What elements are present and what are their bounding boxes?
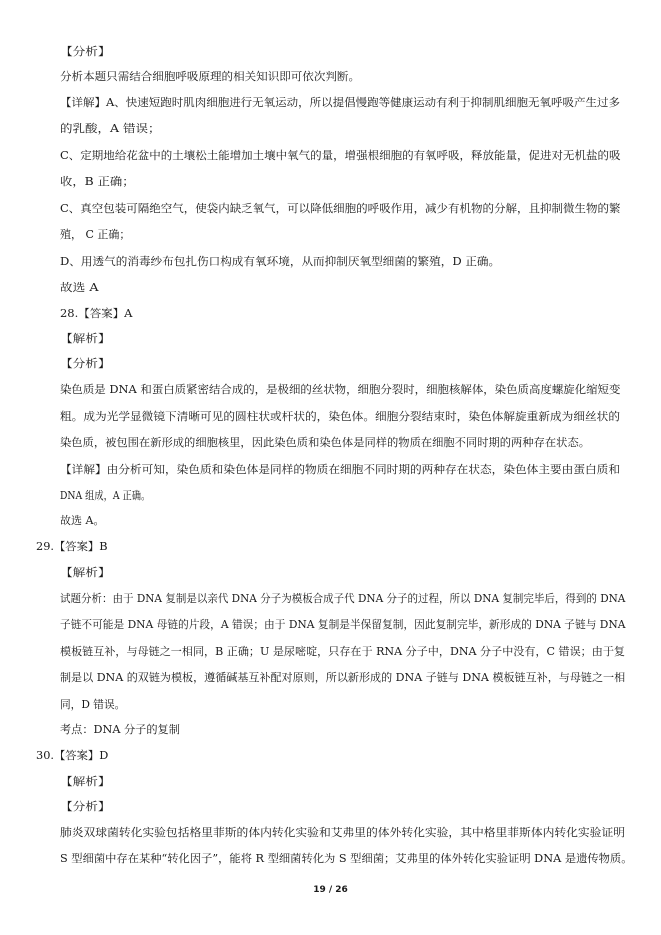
paragraph-line: 粗。成为光学显微镜下清晰可见的圆柱状或杆状的，染色体。细胞分裂结束时，染色体解旋重新成为细丝状的 — [60, 410, 620, 423]
paragraph-line: 收，B 正确； — [60, 175, 135, 188]
paragraph-line: 分析本题只需结合细胞呼吸原理的相关知识即可依次判断。 — [60, 70, 360, 83]
paragraph-line: 考点：DNA 分子的复制 — [60, 723, 180, 736]
paragraph-line: 同，D 错误。 — [60, 698, 126, 711]
answer-heading-28: 28.【答案】A — [60, 307, 133, 320]
section-heading-analysis: 【分析】 — [60, 357, 111, 370]
paragraph-line: DNA 组成，A 正确。 — [60, 489, 151, 502]
paragraph-line: 的乳酸，A 错误； — [60, 122, 161, 135]
answer-heading-29: 29.【答案】B — [36, 540, 108, 553]
section-heading-explanation: 【解析】 — [60, 566, 111, 579]
section-heading-explanation: 【解析】 — [60, 775, 111, 788]
paragraph-line: 染色质，被包围在新形成的细胞核里，因此染色质和染色体是同样的物质在细胞不同时期的两种存在状态。 — [60, 436, 590, 449]
paragraph-line: 肺炎双球菌转化实验包括格里菲斯的体内转化实验和艾弗里的体外转化实验，其中格里菲斯体内转化实验证明 — [60, 826, 625, 839]
paragraph-line: S 型细菌中存在某种“转化因子”，能将 R 型细菌转化为 S 型细菌；艾弗里的体外转化实验证明 DNA 是遗传物质。 — [60, 852, 633, 865]
paragraph-line: 制是以 DNA 的双链为模板，遵循碱基互补配对原则，所以新形成的 DNA 子链与 DNA 模板链互补，与母链之一相 — [60, 671, 626, 684]
answer-heading-30: 30.【答案】D — [36, 749, 109, 762]
paragraph-line: 试题分析：由于 DNA 复制是以亲代 DNA 分子为模板合成子代 DNA 分子的过程，所以 DNA 复制完毕后，得到的 DNA — [60, 592, 626, 605]
section-heading-analysis: 【分析】 — [60, 800, 111, 813]
paragraph-line: 故选 A — [60, 281, 99, 294]
paragraph-line: 故选 A。 — [60, 514, 105, 527]
paragraph-line: C、真空包装可隔绝空气，使袋内缺乏氧气，可以降低细胞的呼吸作用，减少有机物的分解，且抑制微生物的繁 — [60, 202, 621, 215]
paragraph-line: 子链不可能是 DNA 母链的片段，A 错误；由于 DNA 复制是半保留复制，因此复制完毕，新形成的 DNA 子链与 DNA — [60, 618, 626, 631]
paragraph-line: 模板链互补，与母链之一相同，B 正确；U 是尿嘧啶，只存在于 RNA 分子中，DNA 分子中没有，C 错误；由于复 — [60, 645, 625, 658]
paragraph-line: C、定期地给花盆中的土壤松土能增加土壤中氧气的量，增强根细胞的有氧呼吸，释放能量，促进对无机盐的吸 — [60, 149, 621, 162]
paragraph-line: D、用透气的消毒纱布包扎伤口构成有氧环境，从而抑制厌氧型细菌的繁殖，D 正确。 — [60, 255, 501, 268]
section-heading-analysis: 【分析】 — [60, 45, 111, 58]
section-heading-explanation: 【解析】 — [60, 332, 111, 345]
paragraph-line: 【详解】A、快速短跑时肌肉细胞进行无氧运动，所以提倡慢跑等健康运动有利于抑制肌细胞无氧呼吸产生过多 — [60, 96, 620, 109]
paragraph-line: 染色质是 DNA 和蛋白质紧密结合成的，是极细的丝状物，细胞分裂时，细胞核解体，染色质高度螺旋化缩短变 — [60, 383, 621, 396]
paragraph-line: 殖， C 正确； — [60, 228, 131, 241]
page-number: 19 / 26 — [313, 885, 348, 895]
paragraph-line: 【详解】由分析可知，染色质和染色体是同样的物质在细胞不同时期的两种存在状态，染色体主要由蛋白质和 — [60, 463, 620, 476]
